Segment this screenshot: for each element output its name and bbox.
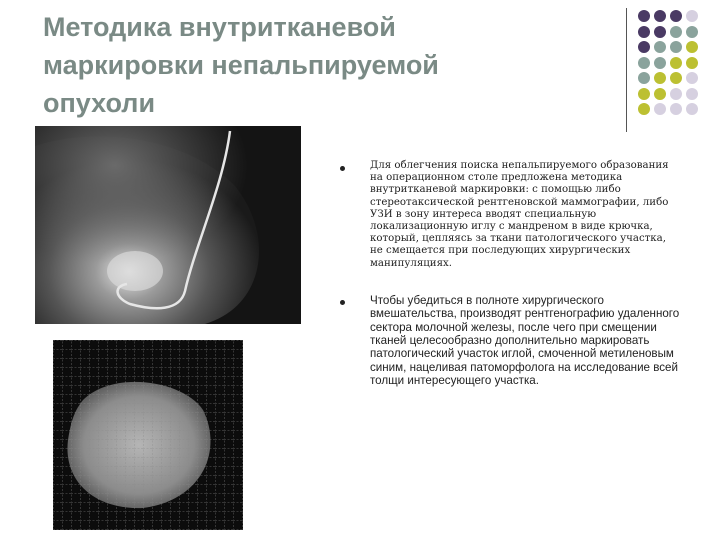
decorative-dot xyxy=(638,72,650,84)
list-item xyxy=(340,294,680,388)
decorative-dot xyxy=(638,10,650,22)
list-item xyxy=(340,160,680,270)
slide-title xyxy=(43,8,603,122)
decorative-dot xyxy=(670,103,682,115)
decorative-dot xyxy=(670,10,682,22)
decorative-dot xyxy=(670,72,682,84)
decorative-dot xyxy=(654,10,666,22)
decorative-dot xyxy=(686,72,698,84)
decorative-dot xyxy=(686,88,698,100)
bullet-text: Для облегчения поиска непальпируемого образования на операционном столе предложена методика внутритканевой маркировки: с помощью либо стереотаксической рентгеновской маммографии, либо УЗИ в зону интереса вводят специальную локализационную иглу с мандреном в виде крючка, который, цепляясь за ткани патологического участка, не смещается при последующих хирургических манипуляциях. xyxy=(370,160,669,269)
bullet-icon xyxy=(340,166,345,171)
decorative-dot xyxy=(638,26,650,38)
decorative-dot xyxy=(686,10,698,22)
decorative-dot xyxy=(638,88,650,100)
decorative-dot xyxy=(654,72,666,84)
decorative-divider xyxy=(626,8,627,132)
decorative-dot xyxy=(654,88,666,100)
decorative-dot xyxy=(670,26,682,38)
mammogram-image xyxy=(35,126,301,324)
decorative-dot xyxy=(638,103,650,115)
decorative-dot xyxy=(638,41,650,53)
decorative-dot xyxy=(670,88,682,100)
title-line: Методика внутритканевой xyxy=(43,12,396,42)
decorative-dot xyxy=(638,57,650,69)
decorative-dot xyxy=(654,41,666,53)
decorative-dot xyxy=(686,26,698,38)
decorative-dot xyxy=(670,41,682,53)
decorative-dot xyxy=(670,57,682,69)
bullet-text: Чтобы убедиться в полноте хирургического вмешательства, производят рентгенографию удаленного сектора молочной железы, после чего при смещении тканей целесообразно дополнительно маркировать патологический участок иглой, смоченной метиленовым синим, нацеливая патоморфолога на исследование всей толщи интересующего участка. xyxy=(370,293,680,388)
decorative-dot xyxy=(686,41,698,53)
decorative-dot xyxy=(686,103,698,115)
decorative-dot xyxy=(654,103,666,115)
bullet-icon xyxy=(340,300,345,305)
title-line: маркировки непальпируемой xyxy=(43,50,439,80)
decorative-dot xyxy=(654,26,666,38)
title-line: опухоли xyxy=(43,88,156,118)
specimen-radiograph-image xyxy=(53,340,243,530)
bullet-list xyxy=(340,160,680,388)
decorative-dot xyxy=(654,57,666,69)
decorative-dot xyxy=(686,57,698,69)
